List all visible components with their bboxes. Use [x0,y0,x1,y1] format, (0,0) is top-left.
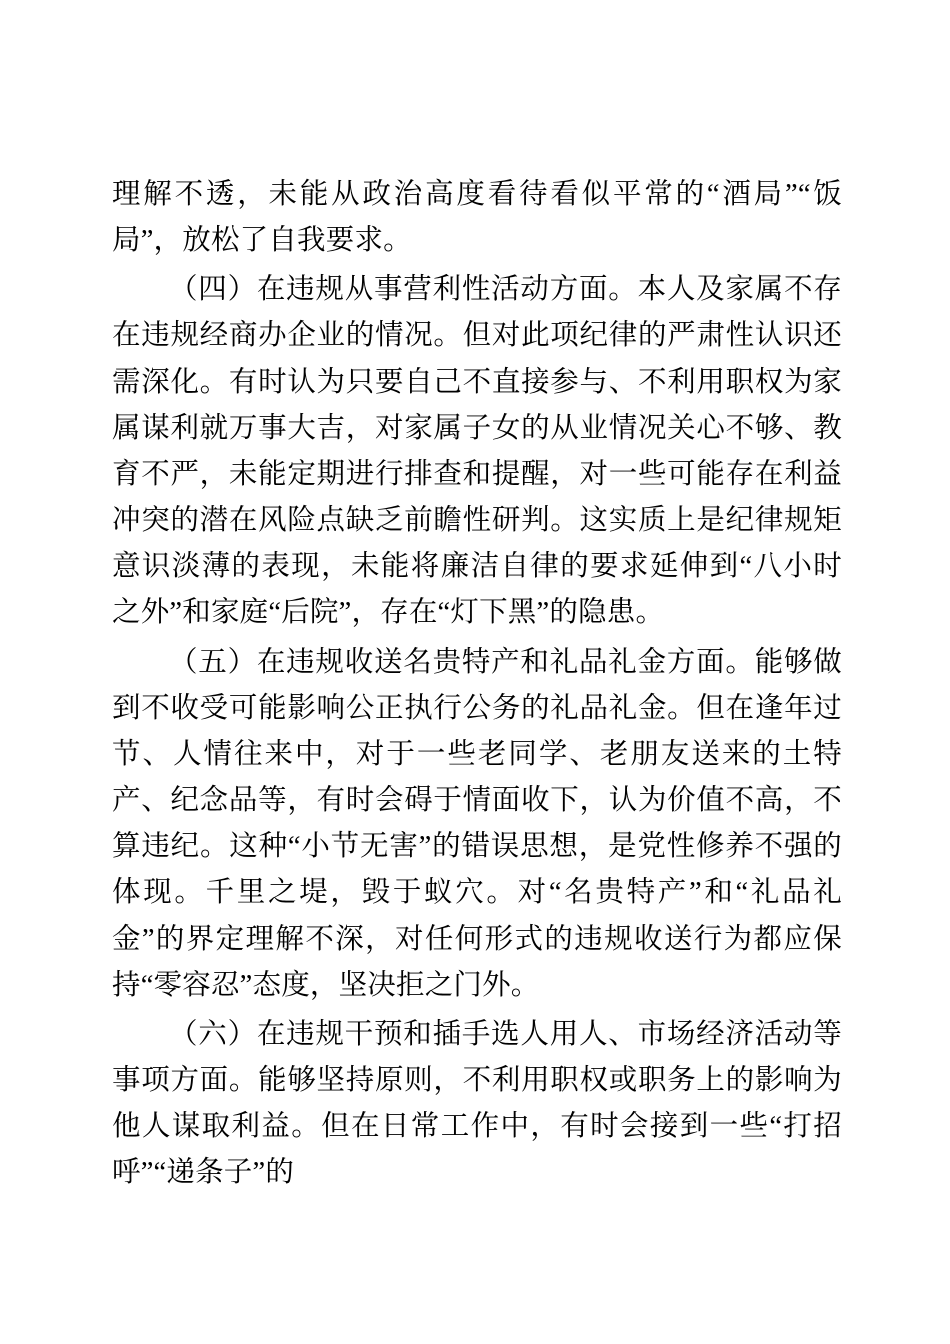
paragraph-section-four: （四）在违规从事营利性活动方面。本人及家属不存在违规经商办企业的情况。但对此项纪律的严肃性认识还需深化。有时认为只要自己不直接参与、不利用职权为家属谋利就万事大吉，对家属子女的从业情况关心不够、教育不严，未能定期进行排查和提醒，对一些可能存在利益冲突的潜在风险点缺乏前瞻性研判。这实质上是纪律规矩意识淡薄的表现，未能将廉洁自律的要求延伸到“八小时之外”和家庭“后院”，存在“灯下黑”的隐患。 [112,274,842,629]
paragraph-continuation: 理解不透，未能从政治高度看待看似平常的“酒局”“饭局”，放松了自我要求。 [112,179,842,257]
paragraph-section-five: （五）在违规收送名贵特产和礼品礼金方面。能够做到不收受可能影响公正执行公务的礼品礼金。但在逢年过节、人情往来中，对于一些老同学、老朋友送来的土特产、纪念品等，有时会碍于情面收下，认为价值不高，不算违纪。这种“小节无害”的错误思想，是党性修养不强的体现。千里之堤，毁于蚁穴。对“名贵特产”和“礼品礼金”的界定理解不深，对任何形式的违规收送行为都应保持“零容忍”态度，坚决拒之门外。 [112,646,842,1001]
document-body [112,172,842,1196]
paragraph-section-six: （六）在违规干预和插手选人用人、市场经济活动等事项方面。能够坚持原则，不利用职权或职务上的影响为他人谋取利益。但在日常工作中，有时会接到一些“打招呼”“递条子”的 [112,1018,842,1189]
